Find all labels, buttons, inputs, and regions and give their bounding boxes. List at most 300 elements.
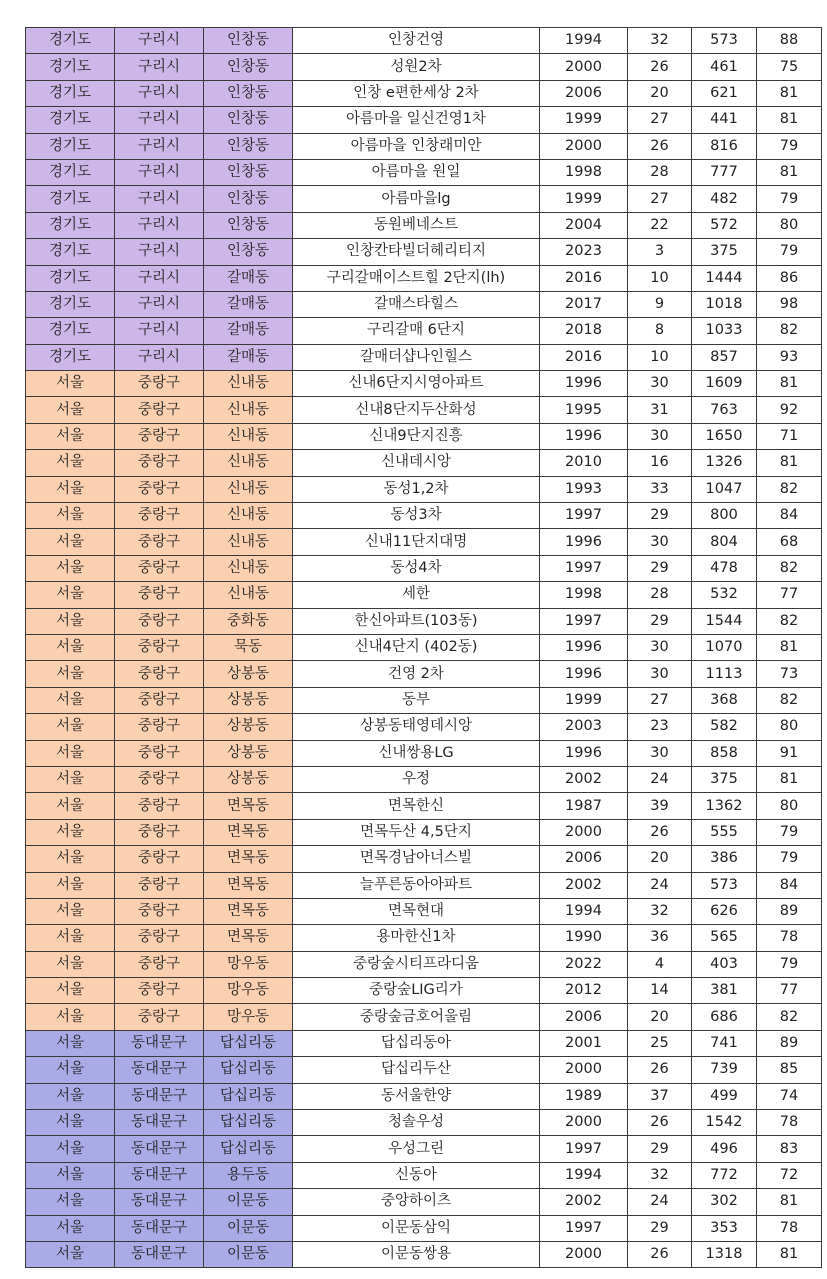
- city-cell: 동대문구: [115, 1057, 204, 1083]
- score-cell: 81: [757, 634, 822, 660]
- dong-cell: 상봉동: [204, 766, 293, 792]
- dong-cell: 인창동: [204, 186, 293, 212]
- score-cell: 78: [757, 925, 822, 951]
- city-cell: 중랑구: [115, 951, 204, 977]
- built-year-cell: 1990: [540, 925, 628, 951]
- dong-cell: 답십리동: [204, 1030, 293, 1056]
- built-year-cell: 2000: [540, 1241, 628, 1267]
- dong-cell: 답십리동: [204, 1110, 293, 1136]
- city-cell: 구리시: [115, 344, 204, 370]
- built-year-cell: 2000: [540, 54, 628, 80]
- built-year-cell: 2017: [540, 291, 628, 317]
- score-cell: 82: [757, 476, 822, 502]
- age-cell: 8: [628, 318, 692, 344]
- built-year-cell: 2016: [540, 344, 628, 370]
- score-cell: 89: [757, 898, 822, 924]
- dong-cell: 상봉동: [204, 740, 293, 766]
- age-cell: 24: [628, 1189, 692, 1215]
- built-year-cell: 2012: [540, 978, 628, 1004]
- dong-cell: 갈매동: [204, 344, 293, 370]
- dong-cell: 신내동: [204, 397, 293, 423]
- table-row: [26, 291, 822, 317]
- complex-name-cell: 신내4단지 (402동): [293, 634, 540, 660]
- table-row: [26, 1110, 822, 1136]
- age-cell: 22: [628, 212, 692, 238]
- city-cell: 중랑구: [115, 423, 204, 449]
- dong-cell: 이문동: [204, 1215, 293, 1241]
- built-year-cell: 2000: [540, 1110, 628, 1136]
- score-cell: 88: [757, 28, 822, 54]
- dong-cell: 면목동: [204, 793, 293, 819]
- households-cell: 741: [692, 1030, 757, 1056]
- built-year-cell: 1997: [540, 503, 628, 529]
- dong-cell: 답십리동: [204, 1136, 293, 1162]
- score-cell: 82: [757, 318, 822, 344]
- dong-cell: 면목동: [204, 898, 293, 924]
- built-year-cell: 1987: [540, 793, 628, 819]
- households-cell: 368: [692, 687, 757, 713]
- built-year-cell: 2000: [540, 1057, 628, 1083]
- complex-name-cell: 아름마을 인창래미안: [293, 133, 540, 159]
- built-year-cell: 2002: [540, 872, 628, 898]
- built-year-cell: 2002: [540, 766, 628, 792]
- complex-name-cell: 면목현대: [293, 898, 540, 924]
- dong-cell: 신내동: [204, 423, 293, 449]
- table-row: [26, 1189, 822, 1215]
- built-year-cell: 2004: [540, 212, 628, 238]
- complex-name-cell: 신내11단지대명: [293, 529, 540, 555]
- city-cell: 중랑구: [115, 397, 204, 423]
- built-year-cell: 1997: [540, 555, 628, 581]
- built-year-cell: 1996: [540, 423, 628, 449]
- age-cell: 20: [628, 1004, 692, 1030]
- score-cell: 77: [757, 582, 822, 608]
- province-cell: 경기도: [26, 239, 115, 265]
- built-year-cell: 1997: [540, 1215, 628, 1241]
- complex-name-cell: 신내6단지시영아파트: [293, 371, 540, 397]
- built-year-cell: 1998: [540, 159, 628, 185]
- province-cell: 서울: [26, 1215, 115, 1241]
- age-cell: 30: [628, 423, 692, 449]
- households-cell: 739: [692, 1057, 757, 1083]
- households-cell: 386: [692, 846, 757, 872]
- built-year-cell: 2002: [540, 1189, 628, 1215]
- dong-cell: 인창동: [204, 239, 293, 265]
- dong-cell: 인창동: [204, 159, 293, 185]
- households-cell: 375: [692, 239, 757, 265]
- score-cell: 91: [757, 740, 822, 766]
- city-cell: 중랑구: [115, 898, 204, 924]
- built-year-cell: 2023: [540, 239, 628, 265]
- province-cell: 서울: [26, 1083, 115, 1109]
- city-cell: 구리시: [115, 54, 204, 80]
- age-cell: 24: [628, 872, 692, 898]
- built-year-cell: 1996: [540, 371, 628, 397]
- city-cell: 동대문구: [115, 1241, 204, 1267]
- province-cell: 서울: [26, 951, 115, 977]
- built-year-cell: 1989: [540, 1083, 628, 1109]
- province-cell: 경기도: [26, 291, 115, 317]
- city-cell: 중랑구: [115, 582, 204, 608]
- score-cell: 81: [757, 159, 822, 185]
- complex-name-cell: 신내8단지두산화성: [293, 397, 540, 423]
- complex-name-cell: 세한: [293, 582, 540, 608]
- table-row: [26, 793, 822, 819]
- dong-cell: 인창동: [204, 54, 293, 80]
- households-cell: 1544: [692, 608, 757, 634]
- age-cell: 29: [628, 503, 692, 529]
- complex-name-cell: 동성1,2차: [293, 476, 540, 502]
- city-cell: 구리시: [115, 265, 204, 291]
- score-cell: 92: [757, 397, 822, 423]
- age-cell: 9: [628, 291, 692, 317]
- built-year-cell: 1995: [540, 397, 628, 423]
- dong-cell: 신내동: [204, 371, 293, 397]
- city-cell: 구리시: [115, 133, 204, 159]
- city-cell: 동대문구: [115, 1030, 204, 1056]
- score-cell: 78: [757, 1110, 822, 1136]
- city-cell: 중랑구: [115, 529, 204, 555]
- city-cell: 구리시: [115, 318, 204, 344]
- households-cell: 1047: [692, 476, 757, 502]
- age-cell: 30: [628, 661, 692, 687]
- province-cell: 서울: [26, 1004, 115, 1030]
- city-cell: 동대문구: [115, 1189, 204, 1215]
- complex-name-cell: 갈매더샵나인힐스: [293, 344, 540, 370]
- city-cell: 구리시: [115, 212, 204, 238]
- dong-cell: 답십리동: [204, 1083, 293, 1109]
- households-cell: 1318: [692, 1241, 757, 1267]
- province-cell: 경기도: [26, 159, 115, 185]
- dong-cell: 면목동: [204, 925, 293, 951]
- dong-cell: 중화동: [204, 608, 293, 634]
- province-cell: 서울: [26, 661, 115, 687]
- age-cell: 4: [628, 951, 692, 977]
- table-row: [26, 661, 822, 687]
- province-cell: 서울: [26, 1057, 115, 1083]
- table-row: [26, 1241, 822, 1267]
- table-row: [26, 80, 822, 106]
- province-cell: 경기도: [26, 318, 115, 344]
- city-cell: 중랑구: [115, 740, 204, 766]
- province-cell: 서울: [26, 819, 115, 845]
- province-cell: 서울: [26, 1136, 115, 1162]
- built-year-cell: 2003: [540, 714, 628, 740]
- households-cell: 461: [692, 54, 757, 80]
- age-cell: 14: [628, 978, 692, 1004]
- city-cell: 중랑구: [115, 766, 204, 792]
- households-cell: 1542: [692, 1110, 757, 1136]
- city-cell: 중랑구: [115, 371, 204, 397]
- age-cell: 32: [628, 898, 692, 924]
- built-year-cell: 1998: [540, 582, 628, 608]
- age-cell: 39: [628, 793, 692, 819]
- table-row: [26, 1057, 822, 1083]
- table-row: [26, 450, 822, 476]
- province-cell: 서울: [26, 687, 115, 713]
- households-cell: 1444: [692, 265, 757, 291]
- built-year-cell: 2018: [540, 318, 628, 344]
- province-cell: 서울: [26, 476, 115, 502]
- province-cell: 서울: [26, 608, 115, 634]
- households-cell: 777: [692, 159, 757, 185]
- city-cell: 중랑구: [115, 1004, 204, 1030]
- score-cell: 79: [757, 133, 822, 159]
- dong-cell: 상봉동: [204, 714, 293, 740]
- dong-cell: 망우동: [204, 1004, 293, 1030]
- dong-cell: 신내동: [204, 529, 293, 555]
- complex-name-cell: 면목두산 4,5단지: [293, 819, 540, 845]
- age-cell: 27: [628, 186, 692, 212]
- dong-cell: 답십리동: [204, 1057, 293, 1083]
- age-cell: 32: [628, 28, 692, 54]
- province-cell: 서울: [26, 898, 115, 924]
- households-cell: 496: [692, 1136, 757, 1162]
- province-cell: 경기도: [26, 28, 115, 54]
- dong-cell: 이문동: [204, 1241, 293, 1267]
- age-cell: 10: [628, 265, 692, 291]
- built-year-cell: 1994: [540, 1162, 628, 1188]
- built-year-cell: 2010: [540, 450, 628, 476]
- complex-name-cell: 아름마을 원일: [293, 159, 540, 185]
- score-cell: 84: [757, 872, 822, 898]
- built-year-cell: 2000: [540, 819, 628, 845]
- built-year-cell: 1999: [540, 107, 628, 133]
- province-cell: 서울: [26, 872, 115, 898]
- city-cell: 구리시: [115, 186, 204, 212]
- age-cell: 26: [628, 54, 692, 80]
- dong-cell: 묵동: [204, 634, 293, 660]
- score-cell: 79: [757, 951, 822, 977]
- table-row: [26, 951, 822, 977]
- complex-name-cell: 중랑숲금호어울림: [293, 1004, 540, 1030]
- households-cell: 1362: [692, 793, 757, 819]
- age-cell: 30: [628, 740, 692, 766]
- dong-cell: 인창동: [204, 28, 293, 54]
- households-cell: 573: [692, 28, 757, 54]
- table-row: [26, 978, 822, 1004]
- households-cell: 804: [692, 529, 757, 555]
- score-cell: 82: [757, 555, 822, 581]
- complex-name-cell: 신동아: [293, 1162, 540, 1188]
- built-year-cell: 2006: [540, 846, 628, 872]
- age-cell: 29: [628, 1136, 692, 1162]
- score-cell: 79: [757, 186, 822, 212]
- age-cell: 33: [628, 476, 692, 502]
- province-cell: 서울: [26, 582, 115, 608]
- households-cell: 686: [692, 1004, 757, 1030]
- built-year-cell: 2001: [540, 1030, 628, 1056]
- table-row: [26, 318, 822, 344]
- table-row: [26, 687, 822, 713]
- score-cell: 81: [757, 1189, 822, 1215]
- dong-cell: 갈매동: [204, 318, 293, 344]
- complex-name-cell: 동성4차: [293, 555, 540, 581]
- score-cell: 81: [757, 766, 822, 792]
- households-cell: 1033: [692, 318, 757, 344]
- table-row: [26, 1083, 822, 1109]
- city-cell: 중랑구: [115, 608, 204, 634]
- province-cell: 서울: [26, 423, 115, 449]
- score-cell: 82: [757, 1004, 822, 1030]
- age-cell: 37: [628, 1083, 692, 1109]
- age-cell: 10: [628, 344, 692, 370]
- built-year-cell: 1997: [540, 1136, 628, 1162]
- households-cell: 1070: [692, 634, 757, 660]
- province-cell: 서울: [26, 555, 115, 581]
- province-cell: 경기도: [26, 54, 115, 80]
- households-cell: 857: [692, 344, 757, 370]
- city-cell: 동대문구: [115, 1083, 204, 1109]
- households-cell: 772: [692, 1162, 757, 1188]
- table-row: [26, 476, 822, 502]
- age-cell: 27: [628, 107, 692, 133]
- province-cell: 서울: [26, 740, 115, 766]
- complex-name-cell: 우성그린: [293, 1136, 540, 1162]
- households-cell: 375: [692, 766, 757, 792]
- complex-name-cell: 아름마을lg: [293, 186, 540, 212]
- dong-cell: 상봉동: [204, 661, 293, 687]
- table-row: [26, 634, 822, 660]
- province-cell: 경기도: [26, 133, 115, 159]
- complex-name-cell: 신내쌍용LG: [293, 740, 540, 766]
- table-row: [26, 555, 822, 581]
- dong-cell: 면목동: [204, 819, 293, 845]
- built-year-cell: 1994: [540, 28, 628, 54]
- city-cell: 중랑구: [115, 925, 204, 951]
- complex-name-cell: 갈매스타힐스: [293, 291, 540, 317]
- table-row: [26, 766, 822, 792]
- city-cell: 동대문구: [115, 1110, 204, 1136]
- age-cell: 26: [628, 1057, 692, 1083]
- score-cell: 80: [757, 212, 822, 238]
- complex-name-cell: 면목경남아너스빌: [293, 846, 540, 872]
- table-row: [26, 159, 822, 185]
- households-cell: 858: [692, 740, 757, 766]
- province-cell: 경기도: [26, 344, 115, 370]
- dong-cell: 이문동: [204, 1189, 293, 1215]
- age-cell: 29: [628, 555, 692, 581]
- households-cell: 482: [692, 186, 757, 212]
- age-cell: 20: [628, 846, 692, 872]
- complex-name-cell: 동원베네스트: [293, 212, 540, 238]
- table-row: [26, 608, 822, 634]
- complex-name-cell: 중앙하이츠: [293, 1189, 540, 1215]
- apartment-table: [25, 27, 822, 1268]
- households-cell: 381: [692, 978, 757, 1004]
- age-cell: 26: [628, 819, 692, 845]
- table-row: [26, 28, 822, 54]
- score-cell: 89: [757, 1030, 822, 1056]
- complex-name-cell: 건영 2차: [293, 661, 540, 687]
- households-cell: 441: [692, 107, 757, 133]
- score-cell: 85: [757, 1057, 822, 1083]
- province-cell: 경기도: [26, 186, 115, 212]
- complex-name-cell: 인창칸타빌더헤리티지: [293, 239, 540, 265]
- dong-cell: 망우동: [204, 978, 293, 1004]
- score-cell: 81: [757, 80, 822, 106]
- households-cell: 555: [692, 819, 757, 845]
- households-cell: 573: [692, 872, 757, 898]
- age-cell: 26: [628, 1110, 692, 1136]
- built-year-cell: 1997: [540, 608, 628, 634]
- score-cell: 83: [757, 1136, 822, 1162]
- province-cell: 경기도: [26, 80, 115, 106]
- households-cell: 816: [692, 133, 757, 159]
- dong-cell: 신내동: [204, 582, 293, 608]
- complex-name-cell: 이문동쌍용: [293, 1241, 540, 1267]
- city-cell: 중랑구: [115, 687, 204, 713]
- complex-name-cell: 중랑숲LIG리가: [293, 978, 540, 1004]
- score-cell: 98: [757, 291, 822, 317]
- province-cell: 서울: [26, 503, 115, 529]
- built-year-cell: 1999: [540, 687, 628, 713]
- built-year-cell: 1996: [540, 529, 628, 555]
- dong-cell: 신내동: [204, 555, 293, 581]
- table-row: [26, 1215, 822, 1241]
- table-row: [26, 107, 822, 133]
- city-cell: 동대문구: [115, 1162, 204, 1188]
- province-cell: 서울: [26, 450, 115, 476]
- table-row: [26, 186, 822, 212]
- age-cell: 24: [628, 766, 692, 792]
- households-cell: 1326: [692, 450, 757, 476]
- score-cell: 77: [757, 978, 822, 1004]
- dong-cell: 용두동: [204, 1162, 293, 1188]
- score-cell: 80: [757, 793, 822, 819]
- table-row: [26, 212, 822, 238]
- table-row: [26, 1136, 822, 1162]
- table-row: [26, 371, 822, 397]
- score-cell: 86: [757, 265, 822, 291]
- city-cell: 중랑구: [115, 450, 204, 476]
- age-cell: 23: [628, 714, 692, 740]
- score-cell: 81: [757, 371, 822, 397]
- built-year-cell: 1993: [540, 476, 628, 502]
- households-cell: 499: [692, 1083, 757, 1109]
- households-cell: 800: [692, 503, 757, 529]
- table-row: [26, 872, 822, 898]
- city-cell: 구리시: [115, 159, 204, 185]
- households-cell: 1018: [692, 291, 757, 317]
- complex-name-cell: 동서울한양: [293, 1083, 540, 1109]
- dong-cell: 갈매동: [204, 291, 293, 317]
- city-cell: 중랑구: [115, 819, 204, 845]
- city-cell: 중랑구: [115, 634, 204, 660]
- age-cell: 20: [628, 80, 692, 106]
- province-cell: 서울: [26, 714, 115, 740]
- province-cell: 서울: [26, 1189, 115, 1215]
- table-body: [26, 28, 822, 1268]
- complex-name-cell: 인창건영: [293, 28, 540, 54]
- built-year-cell: 1999: [540, 186, 628, 212]
- score-cell: 79: [757, 846, 822, 872]
- age-cell: 3: [628, 239, 692, 265]
- complex-name-cell: 성원2차: [293, 54, 540, 80]
- households-cell: 763: [692, 397, 757, 423]
- table-row: [26, 54, 822, 80]
- province-cell: 서울: [26, 529, 115, 555]
- score-cell: 74: [757, 1083, 822, 1109]
- score-cell: 81: [757, 450, 822, 476]
- dong-cell: 면목동: [204, 872, 293, 898]
- province-cell: 서울: [26, 978, 115, 1004]
- score-cell: 75: [757, 54, 822, 80]
- age-cell: 31: [628, 397, 692, 423]
- households-cell: 565: [692, 925, 757, 951]
- built-year-cell: 2016: [540, 265, 628, 291]
- city-cell: 중랑구: [115, 846, 204, 872]
